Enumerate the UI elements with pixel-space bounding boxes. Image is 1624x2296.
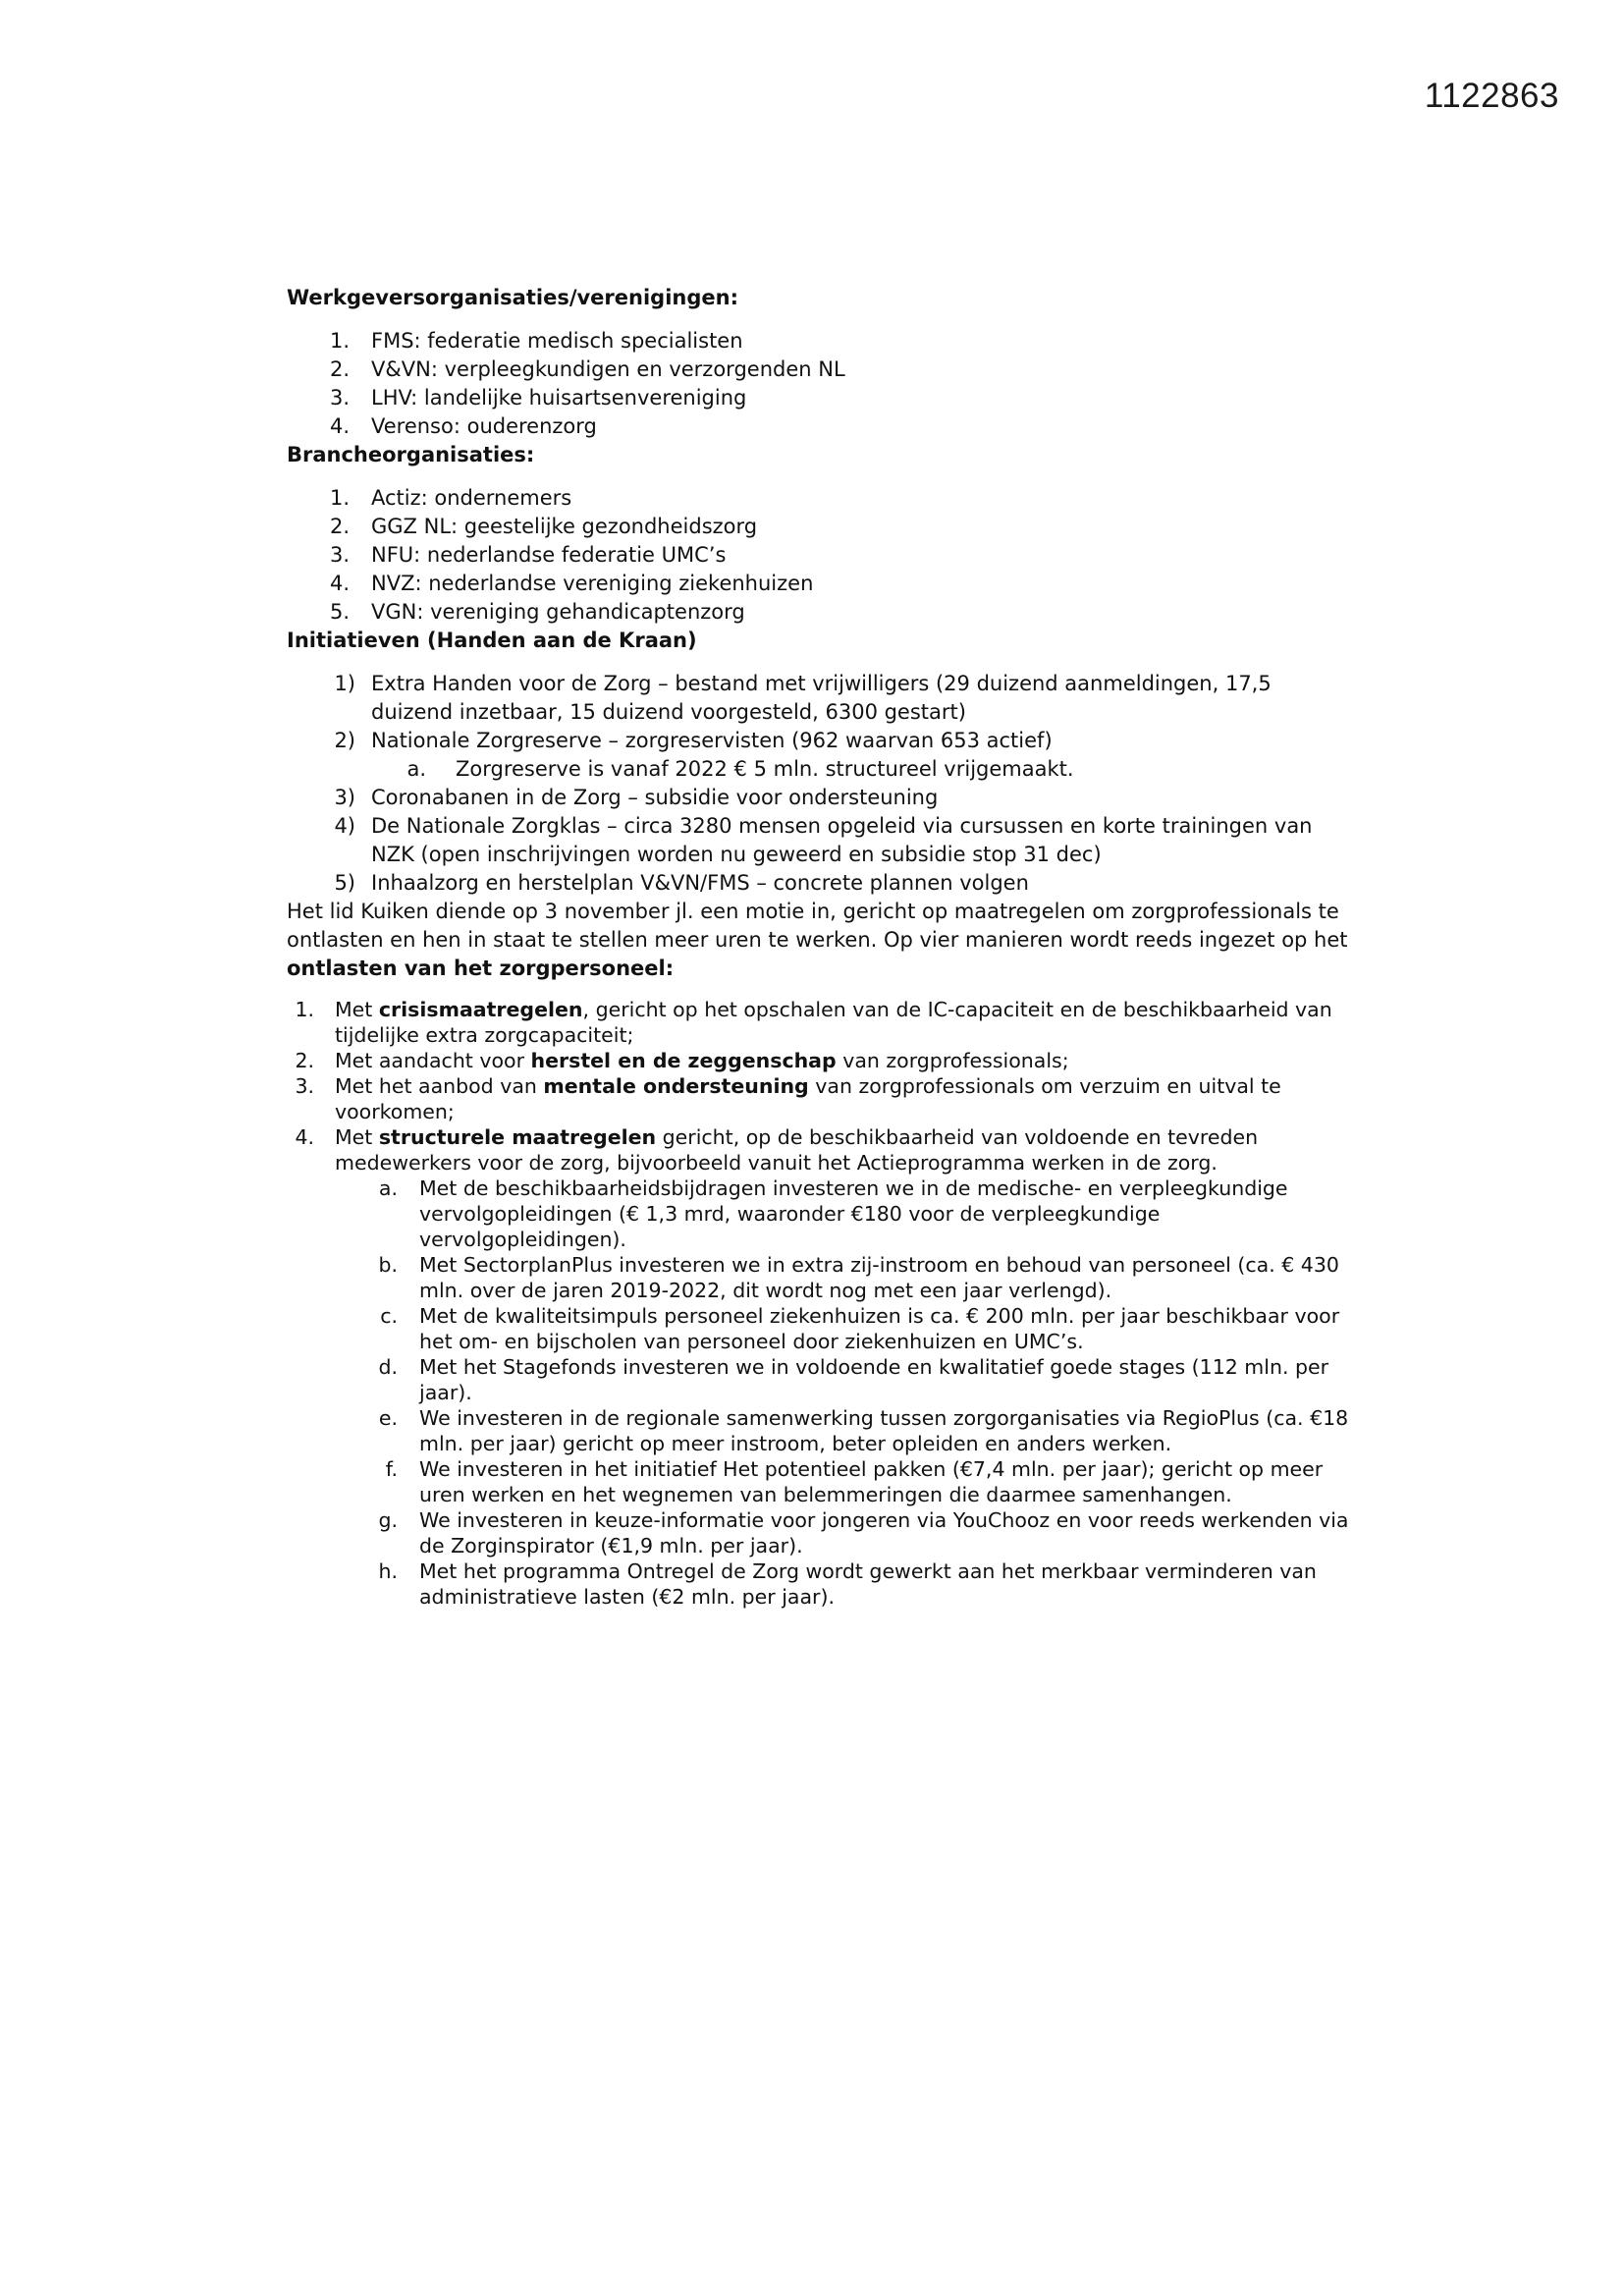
document-id: 1122863 — [1424, 77, 1559, 115]
item-number: 2) — [334, 729, 355, 752]
item-text: van zorgprofessionals om verzuim en uitval te voorkomen; — [335, 1074, 1281, 1123]
list-item — [287, 513, 1357, 541]
list-item — [287, 670, 1357, 727]
item-number: h. — [378, 1559, 398, 1583]
heading-branche: Brancheorganisaties: — [287, 443, 535, 466]
list-item — [287, 541, 1357, 570]
item-text: van zorgprofessionals; — [836, 1049, 1069, 1072]
intro-paragraph — [287, 898, 1357, 983]
item-text: GGZ NL: geestelijke gezondheidszorg — [371, 515, 758, 538]
item-text: Verenso: ouderenzorg — [371, 414, 597, 438]
item-text: Met het programma Ontregel de Zorg wordt gewerkt aan het merkbaar verminderen van administratieve lasten (€2 mln. per jaar). — [419, 1559, 1317, 1609]
heading-initiatieven: Initiatieven (Handen aan de Kraan) — [287, 629, 697, 652]
item-text: Zorgreserve is vanaf 2022 € 5 mln. structureel vrijgemaakt. — [456, 757, 1074, 781]
item-number: 5. — [329, 600, 350, 624]
list-item — [287, 484, 1357, 513]
item-number: 3) — [334, 786, 355, 809]
sub-list-item — [287, 1507, 1357, 1558]
list-item — [287, 1073, 1357, 1124]
sub-list-item — [287, 1558, 1357, 1610]
list-branche — [287, 484, 1357, 627]
item-text: Extra Handen voor de Zorg – bestand met vrijwilligers (29 duizend aanmeldingen, 17,5 duizend inzetbaar, 15 duizend voorgesteld, 6300 gestart) — [371, 672, 1272, 724]
item-text: Actiz: ondernemers — [371, 486, 572, 510]
item-number: 1. — [329, 486, 350, 510]
item-number: 1. — [295, 998, 314, 1021]
item-text: , gericht op het opschalen van de IC-capaciteit en de beschikbaarheid van tijdelijke extra zorgcapaciteit; — [335, 998, 1332, 1047]
list-item — [287, 997, 1357, 1048]
list-initiatieven — [287, 670, 1357, 898]
item-bold: crisismaatregelen — [378, 998, 583, 1021]
item-text: Met de beschikbaarheidsbijdragen investeren we in de medische- en verpleegkundige vervolgopleidingen (€ 1,3 mrd, waaronder €180 voor de verpleegkundige vervolgopleidingen). — [419, 1176, 1288, 1251]
sub-list — [371, 755, 1357, 784]
item-text: Inhaalzorg en herstelplan V&VN/FMS – concrete plannen volgen — [371, 871, 1029, 895]
item-number: g. — [378, 1508, 398, 1532]
list-item — [287, 598, 1357, 627]
item-number: 2. — [295, 1049, 314, 1072]
list-item — [287, 570, 1357, 598]
item-text: VGN: vereniging gehandicaptenzorg — [371, 600, 745, 624]
sub-list-item — [287, 1354, 1357, 1405]
item-number: 2. — [329, 357, 350, 381]
sub-list-item — [287, 1252, 1357, 1303]
item-number: 3. — [329, 543, 350, 567]
intro-bold: ontlasten van het zorgpersoneel: — [287, 957, 675, 980]
sub-list-item — [287, 1175, 1357, 1252]
item-text: NFU: nederlandse federatie UMC’s — [371, 543, 727, 567]
item-text: Nationale Zorgreserve – zorgreservisten (962 waarvan 653 actief) — [371, 729, 1053, 752]
item-bold: herstel en de zeggenschap — [530, 1049, 837, 1072]
sub-list — [335, 1175, 1357, 1610]
item-number: 4. — [329, 572, 350, 595]
item-number: 4. — [295, 1125, 314, 1149]
list-measures — [287, 997, 1357, 1610]
item-number: a. — [406, 757, 426, 781]
item-text: Met aandacht voor — [335, 1049, 531, 1072]
item-number: d. — [378, 1355, 398, 1379]
item-number: a. — [378, 1176, 398, 1200]
item-text: We investeren in de regionale samenwerking tussen zorgorganisaties via RegioPlus (ca. €18 mln. per jaar) gericht op meer instroom, beter opleiden en anders werken. — [419, 1406, 1349, 1455]
item-text: Met het Stagefonds investeren we in voldoende en kwalitatief goede stages (112 mln. per jaar). — [419, 1355, 1329, 1404]
list-item — [287, 812, 1357, 869]
item-number: 4. — [329, 414, 350, 438]
item-text: Coronabanen in de Zorg – subsidie voor ondersteuning — [371, 786, 939, 809]
item-number: 3. — [295, 1074, 314, 1098]
item-text: We investeren in keuze-informatie voor jongeren via YouChooz en voor reeds werkenden via de Zorginspirator (€1,9 mln. per jaar). — [419, 1508, 1349, 1558]
item-text: We investeren in het initiatief Het potentieel pakken (€7,4 mln. per jaar); gericht op meer uren werken en het wegnemen van belemmeringen die daarmee samenhangen. — [419, 1457, 1324, 1506]
item-text: V&VN: verpleegkundigen en verzorgenden NL — [371, 357, 845, 381]
item-number: 3. — [329, 386, 350, 410]
item-number: 1. — [329, 329, 350, 353]
list-item — [287, 869, 1357, 898]
item-text: gericht, op de beschikbaarheid van voldoende en tevreden medewerkers voor de zorg, bijvoorbeeld vanuit het Actieprogramma werken in de zorg. — [335, 1125, 1259, 1175]
intro-text: Het lid Kuiken diende op 3 november jl. een motie in, gericht op maatregelen om zorgprofessionals te ontlasten en hen in staat te stellen meer uren te werken. Op vier manieren wordt reeds ingezet op het — [287, 900, 1348, 952]
item-text: FMS: federatie medisch specialisten — [371, 329, 743, 353]
sub-list-item — [287, 1405, 1357, 1456]
list-werkgevers — [287, 327, 1357, 441]
item-text: Met de kwaliteitsimpuls personeel ziekenhuizen is ca. € 200 mln. per jaar beschikbaar voor het om- en bijscholen van personeel door ziekenhuizen en UMC’s. — [419, 1304, 1340, 1353]
item-number: e. — [378, 1406, 398, 1430]
item-number: 5) — [334, 871, 355, 895]
item-bold: structurele maatregelen — [378, 1125, 657, 1149]
document-body — [287, 284, 1357, 1610]
item-text: Met SectorplanPlus investeren we in extra zij-instroom en behoud van personeel (ca. € 430 mln. over de jaren 2019-2022, dit wordt nog met een jaar verlengd). — [419, 1253, 1339, 1302]
item-number: 4) — [334, 814, 355, 838]
item-number: c. — [380, 1304, 398, 1328]
item-number: b. — [378, 1253, 398, 1277]
list-item — [287, 355, 1357, 384]
item-text: Met — [335, 1125, 379, 1149]
list-item — [287, 1048, 1357, 1073]
heading-werkgevers: Werkgeversorganisaties/verenigingen: — [287, 286, 738, 309]
list-item — [287, 1124, 1357, 1610]
list-item — [287, 384, 1357, 412]
item-text: NVZ: nederlandse vereniging ziekenhuizen — [371, 572, 814, 595]
item-text: Met — [335, 998, 379, 1021]
item-text: LHV: landelijke huisartsenvereniging — [371, 386, 747, 410]
list-item — [287, 327, 1357, 355]
item-number: 2. — [329, 515, 350, 538]
sub-list-item — [287, 1303, 1357, 1354]
list-item — [287, 784, 1357, 812]
list-item — [287, 412, 1357, 441]
sub-list-item — [287, 1456, 1357, 1507]
item-bold: mentale ondersteuning — [543, 1074, 809, 1098]
sub-list-item — [371, 755, 1357, 784]
item-text: Met het aanbod van — [335, 1074, 544, 1098]
item-number: f. — [385, 1457, 398, 1481]
item-text: De Nationale Zorgklas – circa 3280 mensen opgeleid via cursussen en korte trainingen van NZK (open inschrijvingen worden nu geweerd en subsidie stop 31 dec) — [371, 814, 1313, 866]
item-number: 1) — [334, 672, 355, 695]
list-item — [287, 727, 1357, 784]
